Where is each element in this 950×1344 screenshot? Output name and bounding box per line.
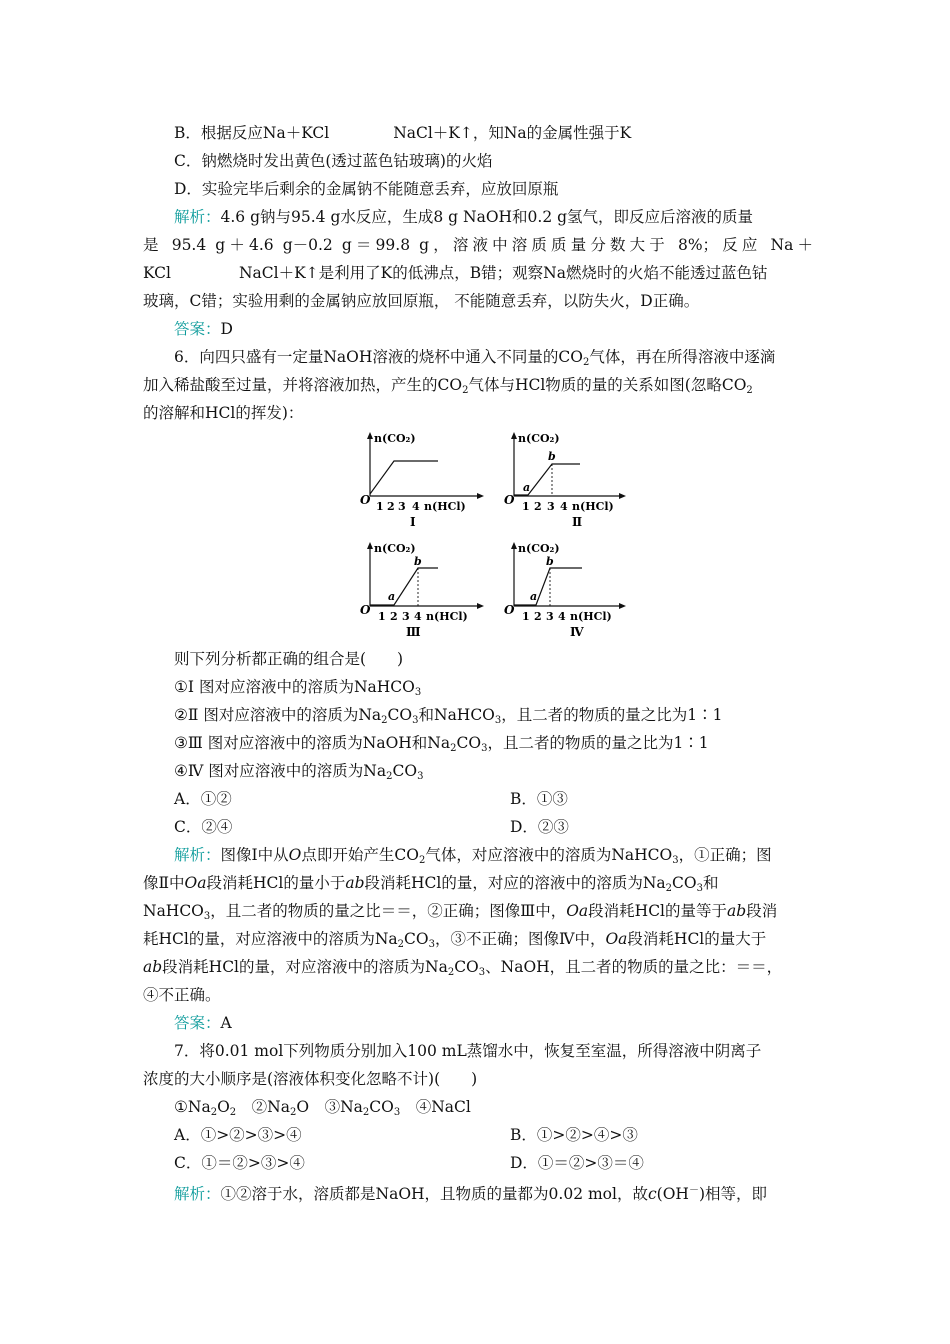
tick-1: 1 [522, 610, 530, 623]
q5-analysis-line-1: 解析：4.6 g钠与95.4 g水反应，生成8 g NaOH和0.2 g氢气，即反应后溶液的质量 [174, 208, 754, 226]
graph-IV [500, 538, 630, 646]
origin-label: O [504, 603, 515, 617]
graph-name: Ⅰ [410, 515, 416, 529]
q7-stem-line-2: 浓度的大小顺序是(溶液体积变化忽略不计)( ) [143, 1070, 478, 1088]
x-axis-label: n(HCl) [572, 500, 614, 513]
tick-1: 1 [376, 500, 384, 513]
q6-statement-1: ①Ⅰ 图对应溶液中的溶质为NaHCO$_3$ [174, 678, 422, 698]
graph-name: Ⅳ [570, 625, 584, 639]
q7-option-b: B．①>②>④>③ [510, 1126, 638, 1144]
origin-label: O [360, 603, 371, 617]
q7-option-d: D．①＝②>③＝④ [510, 1154, 644, 1172]
point-a: a [523, 481, 531, 494]
point-b: b [414, 555, 422, 568]
q5-analysis-line-4: 玻璃，C错；实验用剩的金属钠应放回原瓶， 不能随意丢弃，以防失火，D正确。 [143, 292, 700, 310]
q6-analysis-line-1: 解析：图像Ⅰ中从O点即开始产生$CO_2$气体，对应溶液中的溶质为NaHCO$_3$，①正确；图 [174, 846, 772, 866]
tick-1: 1 [378, 610, 386, 623]
q7-option-a: A．①>②>③>④ [174, 1126, 302, 1144]
q7-analysis-line-1: 解析：①②溶于水，溶质都是NaOH，且物质的量都为0.02 mol，故c(OH－)相等，即 [174, 1185, 768, 1204]
origin-label: O [360, 493, 371, 507]
q5-option-d: D．实验完毕后剩余的金属钠不能随意丢弃，应放回原瓶 [174, 180, 559, 198]
q6-statement-2: ②Ⅱ 图对应溶液中的溶质为$Na_2CO_3$和NaHCO$_3$，且二者的物质的量之比为1∶1 [174, 706, 723, 726]
analysis-label: 解析： [174, 1185, 221, 1204]
q6-statement-3: ③Ⅲ 图对应溶液中的溶质为NaOH和$Na_2CO_3$，且二者的物质的量之比为1∶1 [174, 734, 709, 754]
tick-3: 3 [546, 610, 554, 623]
tick-4: 4 [560, 500, 568, 513]
tick-1: 1 [522, 500, 530, 513]
q6-option-a: A．①② [174, 790, 232, 808]
tick-4: 4 [414, 610, 422, 623]
q6-statement-4: ④Ⅳ 图对应溶液中的溶质为$Na_2CO_3$ [174, 762, 424, 782]
point-b: b [546, 555, 554, 568]
q6-stem-line-2: 加入稀盐酸至过量，并将溶液加热，产生的$CO_2$气体与HCl物质的量的关系如图(忽略$CO_2$ [143, 376, 753, 396]
q7-options-row-2 [174, 1153, 844, 1173]
q5-option-c: C．钠燃烧时发出黄色(透过蓝色钴玻璃)的火焰 [174, 152, 493, 170]
q6-analysis-line-5: ab段消耗HCl的量，对应溶液中的溶质为$Na_2CO_3$、NaOH，且二者的物质的量之比：＝＝， [143, 958, 783, 978]
q6-analysis-line-3: NaHCO$_3$，且二者的物质的量之比＝＝，②正确；图像Ⅲ中，Oa段消耗HCl的量等于ab段消 [143, 902, 778, 922]
x-axis-label: n(HCl) [426, 610, 468, 623]
q6-stem-line-3: 的溶解和HCl的挥发)： [143, 404, 304, 422]
tick-2: 2 [534, 610, 542, 623]
q5-answer: 答案：D [174, 320, 233, 338]
point-b: b [548, 450, 556, 463]
q6-analysis-line-4: 耗HCl的量，对应溶液中的溶质为$Na_2CO_3$，③不正确；图像Ⅳ中，Oa段消耗HCl的量大于 [143, 930, 767, 950]
point-a: a [530, 590, 538, 603]
y-axis-label: n(CO₂) [518, 542, 560, 555]
tick-4: 4 [412, 500, 420, 513]
tick-3: 3 [402, 610, 410, 623]
q6-options-row-2 [174, 817, 844, 837]
analysis-label: 解析： [174, 846, 221, 864]
answer-label: 答案： [174, 320, 221, 338]
q5-analysis-line-3: KCl NaCl＋K↑是利用了K的低沸点，B错；观察Na燃烧时的火焰不能透过蓝色钴 [143, 264, 768, 282]
q6-options-row-1 [174, 789, 844, 809]
y-axis-label: n(CO₂) [374, 542, 416, 555]
q6-analysis-line-6: ④不正确。 [143, 986, 221, 1004]
x-axis-label: n(HCl) [424, 500, 466, 513]
q6-option-c: C．②④ [174, 818, 233, 836]
y-axis-label: n(CO₂) [374, 432, 416, 445]
q6-answer: 答案：A [174, 1014, 232, 1032]
graph-III [358, 538, 488, 646]
tick-3: 3 [398, 500, 406, 513]
q6-analysis-line-2: 像Ⅱ中Oa段消耗HCl的量小于ab段消耗HCl的量，对应的溶液中的溶质为$Na_2CO_3$和 [143, 874, 719, 894]
graph-II [500, 428, 630, 536]
tick-2: 2 [534, 500, 542, 513]
q7-items: $①Na_2O_2$ $②Na_2O$ $③Na_2CO_3$ ④NaCl [174, 1098, 471, 1118]
y-axis-label: n(CO₂) [518, 432, 560, 445]
q6-question: 则下列分析都正确的组合是( ) [174, 650, 404, 668]
x-axis-label: n(HCl) [570, 610, 612, 623]
answer-label: 答案： [174, 1014, 221, 1032]
tick-2: 2 [387, 500, 395, 513]
tick-2: 2 [390, 610, 398, 623]
point-a: a [388, 590, 396, 603]
graph-name: Ⅱ [572, 515, 583, 529]
q6-option-b: B．①③ [510, 790, 568, 808]
q6-option-d: D．②③ [510, 818, 569, 836]
q7-option-c: C．①＝②>③>④ [174, 1154, 305, 1172]
origin-label: O [504, 493, 515, 507]
q7-options-row-1 [174, 1125, 844, 1145]
graph-name: Ⅲ [406, 625, 421, 639]
q5-option-b: B．根据反应Na＋KCl NaCl＋K↑，知Na的金属性强于K [174, 124, 632, 142]
tick-3: 3 [547, 500, 555, 513]
q5-analysis-line-2: 是 95.4 g＋4.6 g－0.2 g＝99.8 g，溶液中溶质质量分数大于 8%；反应 Na＋ [143, 236, 813, 254]
graph-I [358, 428, 488, 536]
q6-stem-line-1: 6．向四只盛有一定量NaOH溶液的烧杯中通入不同量的$CO_2$气体，再在所得溶液中逐滴 [174, 348, 776, 368]
analysis-label: 解析： [174, 208, 221, 226]
q7-stem-line-1: 7．将0.01 mol下列物质分别加入100 mL蒸馏水中，恢复至室温，所得溶液中阴离子 [174, 1042, 762, 1060]
tick-4: 4 [558, 610, 566, 623]
